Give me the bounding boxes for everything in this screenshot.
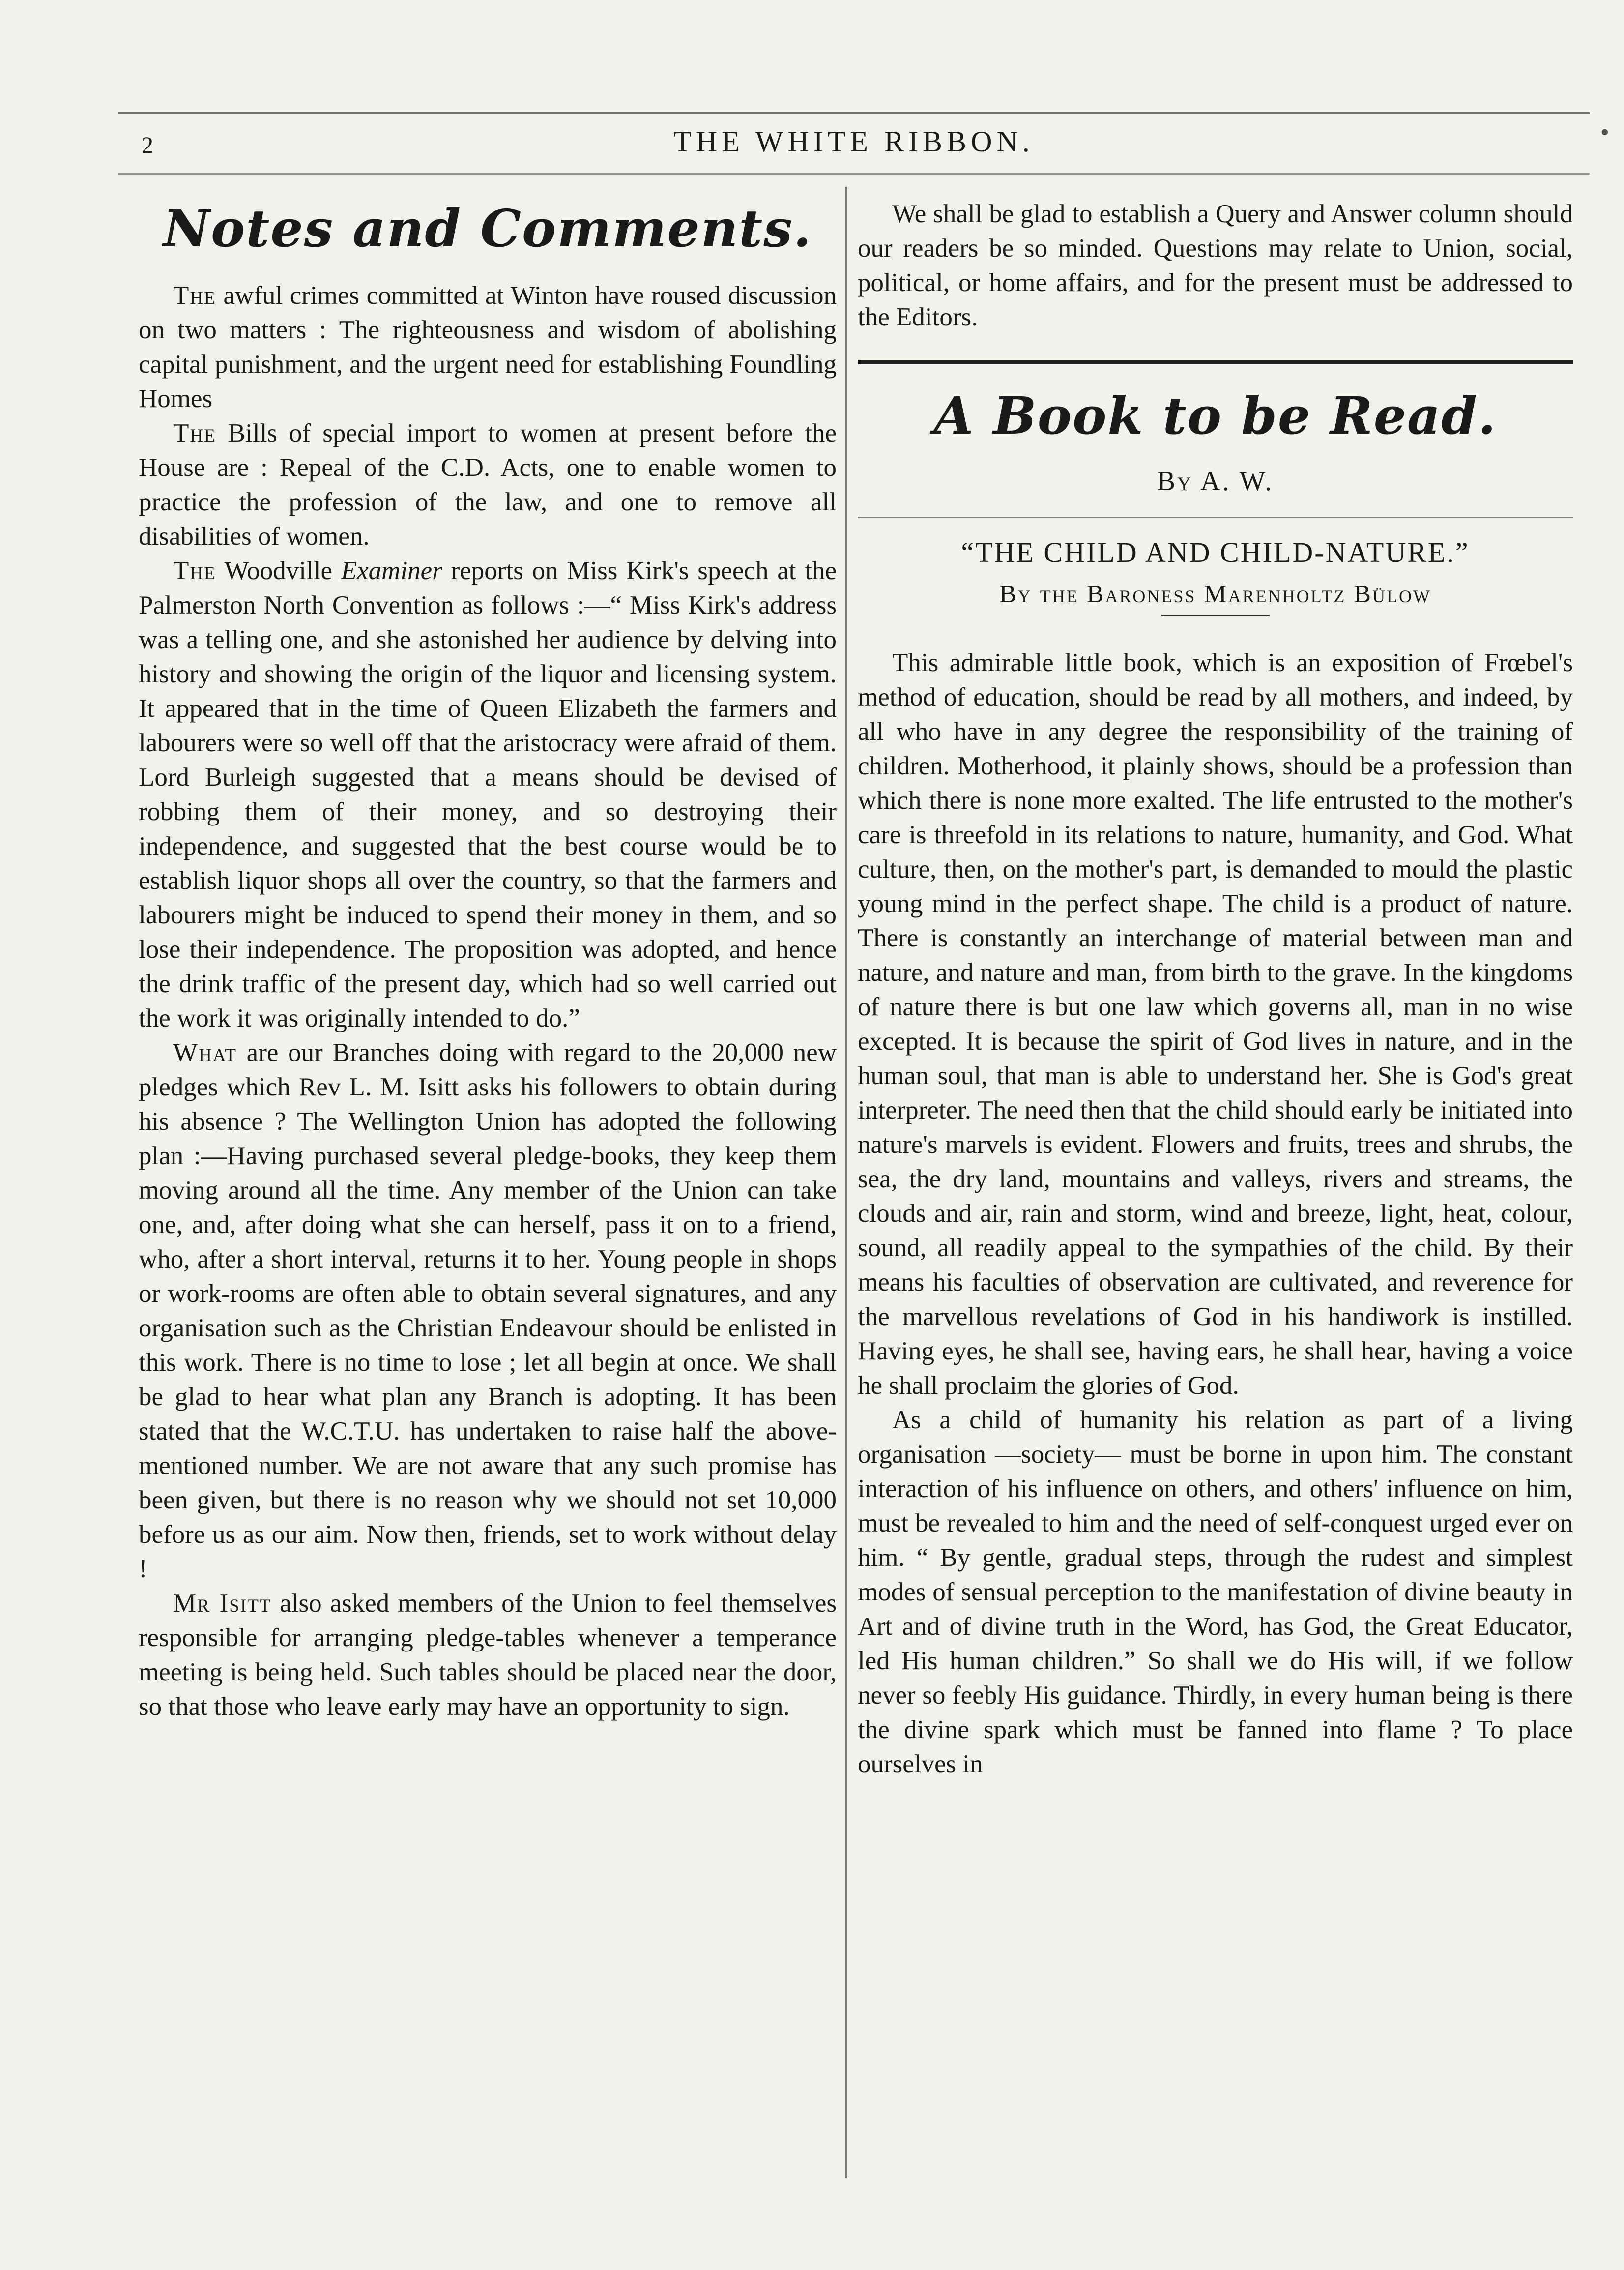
paragraph-lead-word: The xyxy=(173,557,216,585)
section-byline: By A. W. xyxy=(1157,466,1274,497)
notes-paragraph xyxy=(139,278,837,416)
book-section-title: A Book to be Read. xyxy=(933,385,1497,446)
paragraph-text: Woodville xyxy=(216,557,341,585)
top-border-rule xyxy=(118,112,1590,114)
notes-section-title: Notes and Comments. xyxy=(163,198,812,259)
paragraph-text: also asked members of the Union to feel themselves responsible for arranging pledge-tables whenever a temperance meeting is being held. Such tables should be placed near the door, so that those who leave early may have an opportunity to sign. xyxy=(139,1589,837,1721)
review-body xyxy=(858,646,1573,1781)
notes-body xyxy=(139,278,837,1724)
section-separator-rule xyxy=(858,360,1573,364)
paragraph-text: awful crimes committed at Winton have roused discussion on two matters : The righteousness and wisdom of abolishing capital punishment, and the urgent need for establishing Foundling Homes xyxy=(139,281,837,413)
notes-paragraph xyxy=(139,416,837,554)
paragraph-lead-word: Mr Isitt xyxy=(173,1589,272,1618)
page-number: 2 xyxy=(142,132,153,158)
margin-mark: • xyxy=(1600,118,1609,147)
column-divider xyxy=(845,187,847,2178)
review-paragraph: As a child of humanity his relation as part of a living organisation —society— must be borne in upon him. The constant interaction of his influence on others, and others' influence on him, must be revealed to him and the need of self-conquest urged ever on him. “ By gentle, gradual steps, through the rudest and simplest modes of sensual perception to the manifestation of divine beauty in Art and of divine truth in the Word, has God, the Great Educator, led His human children.” So shall we do His will, if we follow never so feebly His guidance. Thirdly, in every human being is there the divine spark which must be fanned into flame ? To place ourselves in xyxy=(858,1406,1573,1778)
paragraph-lead-word: The xyxy=(173,419,216,447)
running-title: THE WHITE RIBBON. xyxy=(673,125,1034,158)
paragraph-lead-word: What xyxy=(173,1038,237,1067)
query-column-notice: We shall be glad to establish a Query and Answer column should our readers be so minded. Questions may relate to Union, social, political, or home affairs, and for the present must be addressed to the Editors. xyxy=(858,200,1573,331)
right-column xyxy=(858,197,1573,2212)
header-rule xyxy=(118,173,1590,175)
paragraph-text: Bills of special import to women at present before the House are : Repeal of the C.D. Acts, one to enable women to practice the profession of the law, and one to remove all disabilities of women. xyxy=(139,419,837,551)
page-header xyxy=(118,118,1609,162)
paragraph-text: are our Branches doing with regard to the 20,000 new pledges which Rev L. M. Isitt asks his followers to obtain during his absence ? The Wellington Union has adopted the following plan :—Having purchased several pledge-books, they keep them moving around all the time. Any member of the Union can take one, and, after doing what she can herself, pass it on to a friend, who, after a short interval, returns it to her. Young people in shops or work-rooms are often able to obtain several signatures, and any organisation such as the Christian Endeavour should be enlisted in this work. There is no time to lose ; let all begin at once. We shall be glad to hear what plan any Branch is adopting. It has been stated that the W.C.T.U. has undertaken to raise half the above-mentioned number. We are not aware that any such promise has been given, but there is no reason why we should not set 10,000 before us as our aim. Now then, friends, set to work without delay ! xyxy=(139,1038,837,1583)
review-paragraph: This admirable little book, which is an exposition of Frœbel's method of education, should be read by all mothers, and indeed, by all who have in any degree the responsibility of the training of children. Motherhood, it plainly shows, should be a profession than which there is none more exalted. The life entrusted to the mother's care is threefold in its relations to nature, humanity, and God. What culture, then, on the mother's part, is demanded to mould the plastic young mind in the perfect shape. The child is a product of nature. There is constantly an interchange of material between man and nature, and nature and man, from birth to the grave. In the kingdoms of nature there is but one law which governs all, man in no wise excepted. It is because the spirit of God lives in nature, and in the human soul, that man is able to understand her. She is God's great interpreter. The need then that the child should early be initiated into nature's marvels is evident. Flowers and fruits, trees and shrubs, the sea, the dry land, mountains and valleys, rivers and streams, the clouds and air, rain and storm, wind and breeze, light, heat, colour, sound, all readily appeal to the sympathies of the child. By their means his faculties of observation are cultivated, and reverence for the marvellous revelations of God in his handiwork is instilled. Having eyes, he shall see, having ears, he shall hear, having a voice he shall proclaim the glories of God. xyxy=(858,649,1573,1400)
italic-text: Examiner xyxy=(341,557,442,585)
byline-rule xyxy=(858,517,1573,518)
short-divider-rule xyxy=(1161,615,1270,616)
paragraph-lead-word: The xyxy=(173,281,216,310)
notes-paragraph xyxy=(139,554,837,1035)
reviewed-book-title: “THE CHILD AND CHILD-NATURE.” xyxy=(961,536,1470,568)
left-column xyxy=(139,197,837,2212)
notes-paragraph xyxy=(139,1035,837,1586)
reviewed-book-author: By the Baroness Marenholtz Bülow xyxy=(999,580,1431,608)
paragraph-text: reports on Miss Kirk's speech at the Palmerston North Convention as follows :—“ Miss Kirk's address was a telling one, and she astonished her audience by delving into history and showing the origin of the liquor and licensing system. It appeared that in the time of Queen Elizabeth the farmers and labourers were so well off that the aristocracy were afraid of them. Lord Burleigh suggested that a means should be devised of robbing them of their money, and so destroying their independence, and suggested that the best course would be to establish liquor shops all over the country, so that the farmers and labourers might be induced to spend their money in them, and so lose their independence. The proposition was adopted, and hence the drink traffic of the present day, which had so well carried out the work it was originally intended to do.” xyxy=(139,557,837,1032)
notes-paragraph xyxy=(139,1586,837,1724)
